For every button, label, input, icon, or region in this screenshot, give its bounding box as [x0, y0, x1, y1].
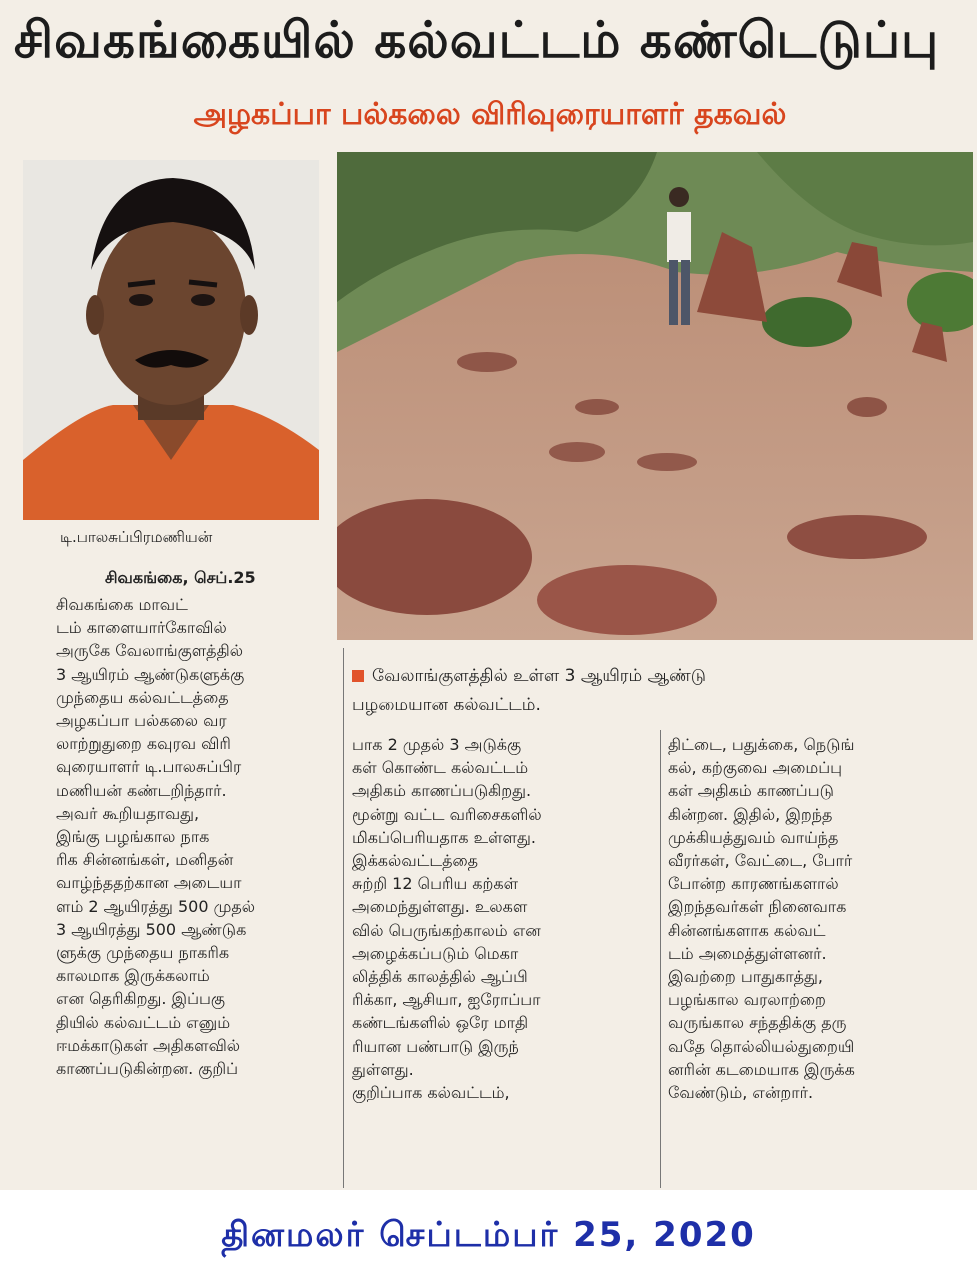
- text-line: அழைக்கப்படும் மெகா: [352, 943, 519, 963]
- text-line: கள் கொண்ட கல்வட்டம்: [352, 758, 529, 778]
- text-line: சின்னங்களாக கல்வட்: [668, 920, 826, 940]
- article-column-2: [352, 733, 652, 1104]
- text-line: அவர் கூறியதாவது,: [56, 803, 200, 823]
- article-column-1: [56, 593, 336, 1080]
- dateline: சிவகங்கை, செப்.25: [105, 568, 256, 587]
- photo-caption-line: பழமையான கல்வட்டம்.: [352, 695, 541, 715]
- text-line: அமைந்துள்ளது. உலகள: [352, 897, 528, 917]
- photo-caption: [352, 662, 952, 720]
- portrait-photo: [23, 160, 319, 520]
- publication-footer: தினமலர் செப்டம்பர் 25, 2020: [0, 1190, 977, 1280]
- text-line: பழங்கால வரலாற்றை: [668, 990, 826, 1010]
- text-line: வருங்கால சந்ததிக்கு தரு: [668, 1013, 847, 1033]
- text-line: லித்திக் காலத்தில் ஆப்பி: [352, 967, 528, 987]
- text-line: னரின் கடமையாக இருக்க: [668, 1059, 855, 1079]
- text-line: கின்றன. இதில், இறந்த: [668, 804, 833, 824]
- text-line: பாக 2 முதல் 3 அடுக்கு: [352, 735, 522, 754]
- text-line: என தெரிகிறது. இப்பகு: [56, 989, 226, 1009]
- text-line: அதிகம் காணப்படுகிறது.: [352, 781, 532, 801]
- text-line: டம் காளையார்கோவில்: [56, 618, 227, 638]
- text-line: மூன்று வட்ட வரிசைகளில்: [352, 804, 542, 824]
- text-line: அருகே வேலாங்குளத்தில்: [56, 641, 243, 661]
- text-line: ளம் 2 ஆயிரத்து 500 முதல்: [56, 896, 256, 916]
- text-line: இவற்றை பாதுகாத்து,: [668, 967, 823, 987]
- text-line: துள்ளது.: [352, 1059, 414, 1079]
- text-line: 3 ஆயிரம் ஆண்டுகளுக்கு: [56, 664, 245, 684]
- headline: சிவகங்கையில் கல்வட்டம் கண்டெடுப்பு: [14, 11, 940, 69]
- text-line: ரிக்கா, ஆசியா, ஐரோப்பா: [352, 990, 541, 1010]
- text-line: இறந்தவர்கள் நினைவாக: [668, 897, 847, 917]
- text-line: இங்கு பழங்கால நாக: [56, 827, 210, 847]
- text-line: சுற்றி 12 பெரிய கற்கள்: [352, 874, 519, 894]
- text-line: திட்டை, பதுக்கை, நெடுங்: [668, 735, 855, 754]
- text-line: மிகப்பெரியதாக உள்ளது.: [352, 827, 536, 847]
- photo-caption-line: வேலாங்குளத்தில் உள்ள 3 ஆயிரம் ஆண்டு: [352, 662, 952, 691]
- text-line: வுரையாளர் டி.பாலசுப்பிர: [56, 757, 242, 777]
- text-line: ரியான பண்பாடு இருந்: [352, 1036, 519, 1056]
- column-divider: [660, 730, 661, 1188]
- text-line: போன்ற காரணங்களால்: [668, 874, 839, 894]
- subheadline: அழகப்பா பல்கலை விரிவுரையாளர் தகவல்: [193, 97, 787, 132]
- text-line: ளுக்கு முந்தைய நாகரிக: [56, 943, 230, 963]
- text-line: இக்கல்வட்டத்தை: [352, 851, 479, 871]
- text-line: முக்கியத்துவம் வாய்ந்த: [668, 827, 839, 847]
- text-line: ஈமக்காடுகள் அதிகளவில்: [56, 1035, 241, 1055]
- text-line: கண்டங்களில் ஒரே மாதி: [352, 1013, 529, 1033]
- article-column-3: [668, 733, 968, 1104]
- site-photo: [337, 152, 973, 640]
- text-line: தியில் கல்வட்டம் எனும்: [56, 1012, 231, 1032]
- text-line: காலமாக இருக்கலாம்: [56, 966, 210, 986]
- column-divider: [343, 648, 344, 1188]
- text-line: அழகப்பா பல்கலை வர: [56, 711, 227, 731]
- text-line: வேண்டும், என்றார்.: [668, 1083, 814, 1103]
- text-line: சிவகங்கை மாவட்: [56, 595, 188, 614]
- text-line: வில் பெருங்கற்காலம் என: [352, 920, 541, 940]
- text-line: மணியன் கண்டறிந்தார்.: [56, 780, 227, 800]
- text-line: 3 ஆயிரத்து 500 ஆண்டுக: [56, 919, 247, 939]
- text-line: லாற்றுதுறை கவுரவ விரி: [56, 734, 231, 754]
- text-line: வீரர்கள், வேட்டை, போர்: [668, 851, 853, 871]
- bullet-icon: [352, 670, 364, 682]
- text-line: கல், கற்குவை அமைப்பு: [668, 758, 843, 778]
- text-line: வாழ்ந்ததற்கான அடையா: [56, 873, 242, 893]
- text-line: வதே தொல்லியல்துறையி: [668, 1036, 855, 1056]
- portrait-caption: டி.பாலசுப்பிரமணியன்: [60, 528, 213, 546]
- text-line: முந்தைய கல்வட்டத்தை: [56, 687, 229, 707]
- text-line: குறிப்பாக கல்வட்டம்,: [352, 1083, 510, 1103]
- text-line: டம் அமைத்துள்ளனர்.: [668, 943, 827, 963]
- text-line: கள் அதிகம் காணப்படு: [668, 781, 834, 801]
- text-line: காணப்படுகின்றன. குறிப்: [56, 1059, 239, 1079]
- text-line: ரிக சின்னங்கள், மனிதன்: [56, 850, 234, 870]
